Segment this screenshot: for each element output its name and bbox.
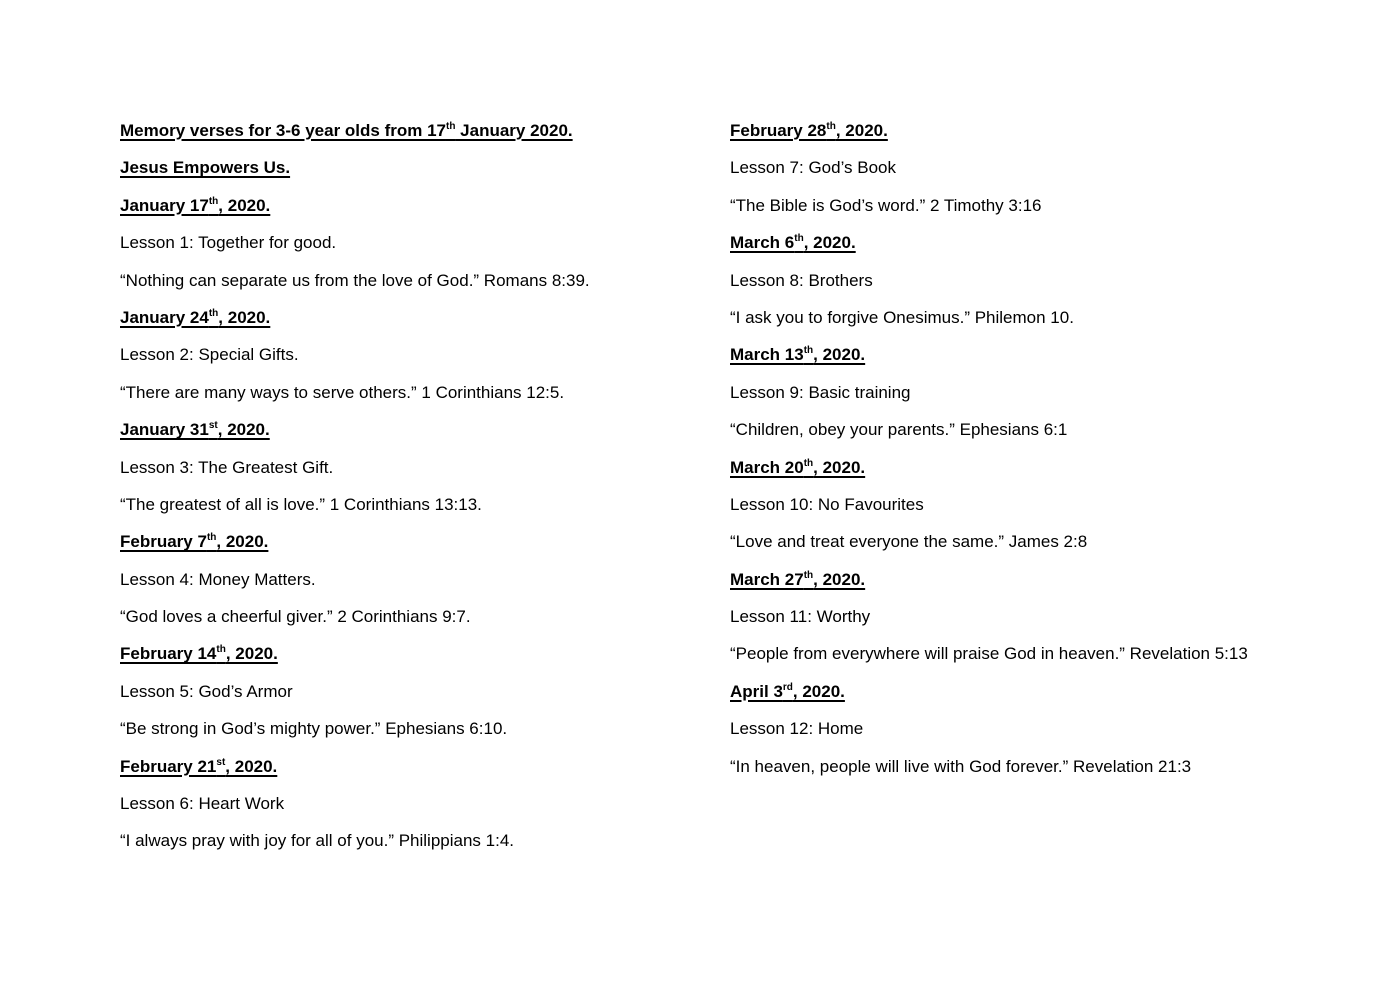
memory-verse: “Children, obey your parents.” Ephesians 6:1 bbox=[730, 420, 1068, 440]
lesson-date: March 13th, 2020. bbox=[730, 345, 866, 365]
memory-verse: “Love and treat everyone the same.” James 2:8 bbox=[730, 532, 1088, 552]
memory-verse: “I always pray with joy for all of you.” Philippians 1:4. bbox=[120, 831, 515, 851]
memory-verse: “The Bible is God’s word.” 2 Timothy 3:16 bbox=[730, 195, 1042, 215]
lesson-date: April 3rd, 2020. bbox=[730, 681, 845, 701]
lesson-date: March 6th, 2020. bbox=[730, 233, 856, 253]
lesson-date: January 24th, 2020. bbox=[120, 307, 271, 327]
lesson-title: Lesson 10: No Favourites bbox=[730, 494, 924, 514]
lesson-title: Lesson 4: Money Matters. bbox=[120, 569, 316, 589]
memory-verse: “In heaven, people will live with God forever.” Revelation 21:3 bbox=[730, 756, 1192, 776]
lesson-title: Lesson 3: The Greatest Gift. bbox=[120, 457, 334, 477]
memory-verse: “Be strong in God’s mighty power.” Ephesians 6:10. bbox=[120, 719, 508, 739]
document-title: Memory verses for 3-6 year olds from 17th January 2020. bbox=[120, 121, 573, 140]
lesson-date: January 31st, 2020. bbox=[120, 420, 270, 440]
memory-verse: “Nothing can separate us from the love of God.” Romans 8:39. bbox=[120, 270, 590, 290]
lesson-date: February 21st, 2020. bbox=[120, 756, 278, 776]
lesson-date: March 20th, 2020. bbox=[730, 457, 866, 477]
lesson-title: Lesson 12: Home bbox=[730, 719, 864, 739]
lesson-date: February 28th, 2020. bbox=[730, 121, 888, 140]
memory-verse: “There are many ways to serve others.” 1 Corinthians 12:5. bbox=[120, 382, 565, 402]
lesson-title: Lesson 2: Special Gifts. bbox=[120, 345, 299, 365]
lesson-title: Lesson 1: Together for good. bbox=[120, 233, 337, 253]
lesson-title: Lesson 8: Brothers bbox=[730, 270, 873, 290]
memory-verse: “I ask you to forgive Onesimus.” Philemon 10. bbox=[730, 307, 1074, 327]
memory-verse: “The greatest of all is love.” 1 Corinthians 13:13. bbox=[120, 494, 482, 514]
lesson-title: Lesson 5: God’s Armor bbox=[120, 681, 293, 701]
lesson-date: January 17th, 2020. bbox=[120, 195, 271, 215]
right-column bbox=[730, 112, 1350, 785]
lesson-title: Lesson 9: Basic training bbox=[730, 382, 911, 402]
memory-verse: “God loves a cheerful giver.” 2 Corinthians 9:7. bbox=[120, 607, 471, 627]
lesson-title: Lesson 7: God’s Book bbox=[730, 158, 897, 178]
lesson-date: February 7th, 2020. bbox=[120, 532, 269, 552]
lesson-date: February 14th, 2020. bbox=[120, 644, 278, 664]
lesson-date: March 27th, 2020. bbox=[730, 569, 866, 589]
memory-verse: “People from everywhere will praise God in heaven.” Revelation 5:13 bbox=[730, 644, 1248, 664]
document-subtitle: Jesus Empowers Us. bbox=[120, 158, 291, 178]
lesson-title: Lesson 6: Heart Work bbox=[120, 794, 285, 814]
lesson-title: Lesson 11: Worthy bbox=[730, 607, 871, 627]
left-column bbox=[120, 112, 700, 860]
